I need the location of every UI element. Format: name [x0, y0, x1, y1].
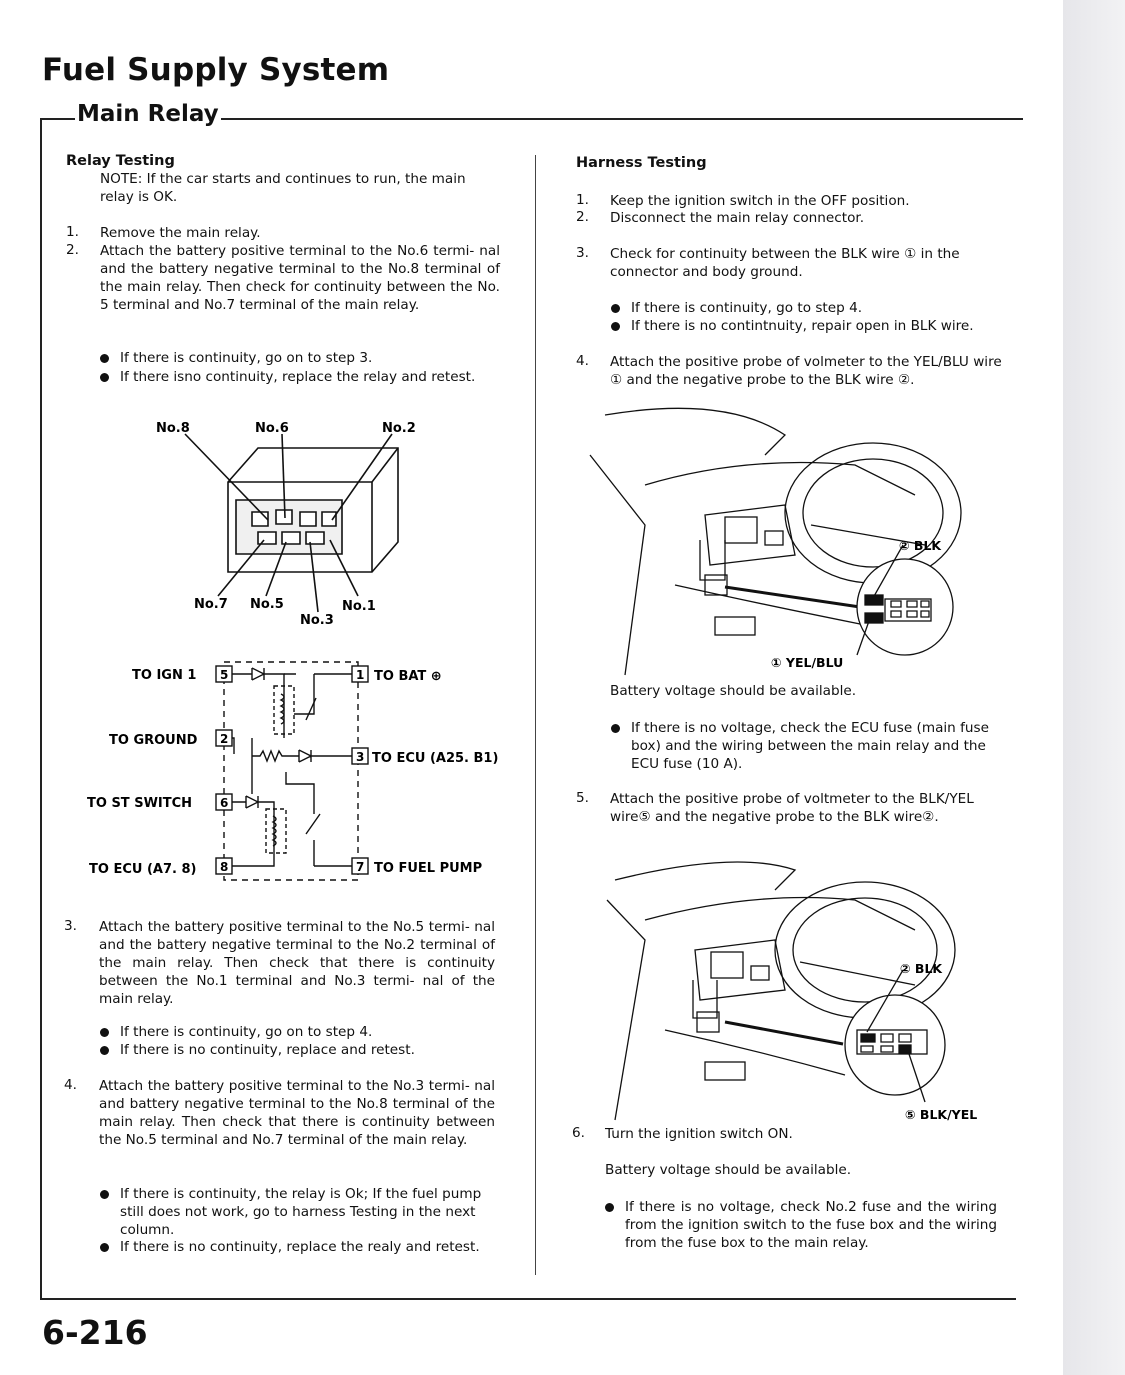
bullet-item: If there is continuity, the relay is Ok; If the fuel pump still does not work, go to harness Testing in the next column. — [120, 1185, 495, 1239]
relay-terminal-diagram — [140, 412, 440, 634]
label-blk: ② BLK — [899, 538, 942, 553]
bullet-item: If there is no contintnuity, repair open in BLK wire. — [631, 317, 1011, 335]
label-no7: No.7 — [194, 597, 228, 612]
bullet-item: If there isno continuity, replace the relay and retest. — [120, 368, 510, 386]
terminal-7: 7 — [356, 860, 365, 874]
step-number: 3. — [64, 918, 77, 934]
dashboard-figure-1 — [585, 395, 1025, 680]
label-to-ign1: TO IGN 1 — [132, 668, 197, 683]
section-title: Main Relay — [77, 101, 219, 127]
page-margin — [1063, 0, 1125, 1375]
page-number: 6-216 — [42, 1313, 148, 1352]
terminal-2: 2 — [220, 732, 229, 746]
voltage-note-1: Battery voltage should be available. — [610, 683, 857, 699]
label-no6: No.6 — [255, 421, 289, 436]
relay-step-4: Attach the battery positive terminal to the No.3 termi- nal and battery negative terminal to the No.8 terminal of the main relay. Then check that there is continuity between the No.5 terminal and No.7 terminal of the main relay. — [99, 1078, 495, 1148]
step-number: 6. — [572, 1125, 585, 1141]
bullet-item: If there is continuity, go to step 4. — [631, 299, 1011, 317]
label-yel-blu: ① YEL/BLU — [771, 655, 844, 670]
bullet-item: If there is no continuity, replace and retest. — [120, 1041, 510, 1059]
harness-step-4: Attach the positive probe of volmeter to the YEL/BLU wire ① and the negative probe to the BLK wire ②. — [610, 354, 1002, 388]
dashboard-figure-2 — [595, 840, 1015, 1125]
harness-step-6: Turn the ignition switch ON. — [605, 1126, 793, 1142]
label-blk-yel: ⑤ BLK/YEL — [905, 1107, 978, 1122]
bullet-item: If there is continuity, go on to step 4. — [120, 1023, 510, 1041]
harness-step-3: Check for continuity between the BLK wire ① in the connector and body ground. — [610, 246, 960, 280]
relay-step-2: Attach the battery positive terminal to the No.6 termi- nal and the battery negative terminal to the No.8 terminal of the main relay. Then check for continuity between the No. 5 terminal and No.7 terminal of the main relay. — [100, 243, 500, 313]
label-to-bat: TO BAT ⊕ — [374, 669, 442, 684]
label-to-fuel-pump: TO FUEL PUMP — [374, 861, 483, 876]
step-number: 4. — [64, 1077, 77, 1093]
page-title: Fuel Supply System — [42, 52, 390, 88]
label-to-ecu-a7: TO ECU (A7. 8) — [89, 862, 197, 877]
step-number: 2. — [66, 242, 79, 258]
column-divider — [535, 155, 536, 1275]
step-number: 2. — [576, 209, 589, 225]
relay-note: NOTE: If the car starts and continues to run, the main relay is OK. — [100, 171, 466, 205]
harness-step-5: Attach the positive probe of voltmeter to the BLK/YEL wire⑤ and the negative probe to the BLK wire②. — [610, 791, 974, 825]
terminal-1: 1 — [356, 668, 365, 682]
relay-testing-heading: Relay Testing — [66, 153, 175, 169]
relay-circuit-schematic — [84, 654, 514, 894]
label-no3: No.3 — [300, 613, 334, 628]
bullet-item: If there is no continuity, replace the realy and retest. — [120, 1238, 495, 1256]
label-to-ecu-a25: TO ECU (A25. B1) — [372, 751, 499, 766]
label-no8: No.8 — [156, 421, 190, 436]
terminal-5: 5 — [220, 668, 229, 682]
step-number: 5. — [576, 790, 589, 806]
label-blk: ② BLK — [900, 961, 943, 976]
label-no1: No.1 — [342, 599, 376, 614]
label-to-ground: TO GROUND — [109, 733, 198, 748]
step-number: 1. — [576, 192, 589, 208]
terminal-8: 8 — [220, 860, 229, 874]
terminal-6: 6 — [220, 796, 229, 810]
voltage-note-2: Battery voltage should be available. — [605, 1162, 852, 1178]
harness-testing-heading: Harness Testing — [576, 155, 707, 171]
step-number: 1. — [66, 224, 79, 240]
bullet-item: If there is continuity, go on to step 3. — [120, 349, 510, 367]
label-no2: No.2 — [382, 421, 416, 436]
step-number: 4. — [576, 353, 589, 369]
terminal-3: 3 — [356, 750, 365, 764]
relay-step-3: Attach the battery positive terminal to the No.5 termi- nal and the battery negative terminal to the No.2 terminal of the main relay. Then check that there is continuity between the No.1 terminal and No.3 termi- nal of the main relay. — [99, 919, 495, 1007]
relay-step-1: Remove the main relay. — [100, 225, 261, 241]
section-rule-bottom — [40, 1298, 1016, 1300]
bullet-item: If there is no voltage, check No.2 fuse and the wiring from the ignition switch to the fuse box and the wiring from the fuse box to the main relay. — [625, 1199, 997, 1251]
harness-step-2: Disconnect the main relay connector. — [610, 210, 865, 226]
step-number: 3. — [576, 245, 589, 261]
label-no5: No.5 — [250, 597, 284, 612]
bullet-item: If there is no voltage, check the ECU fuse (main fuse box) and the wiring between the main relay and the ECU fuse (10 A). — [631, 719, 1007, 773]
harness-step-1: Keep the ignition switch in the OFF position. — [610, 193, 910, 209]
label-to-st-switch: TO ST SWITCH — [87, 796, 193, 811]
section-rule-left — [40, 118, 42, 1300]
